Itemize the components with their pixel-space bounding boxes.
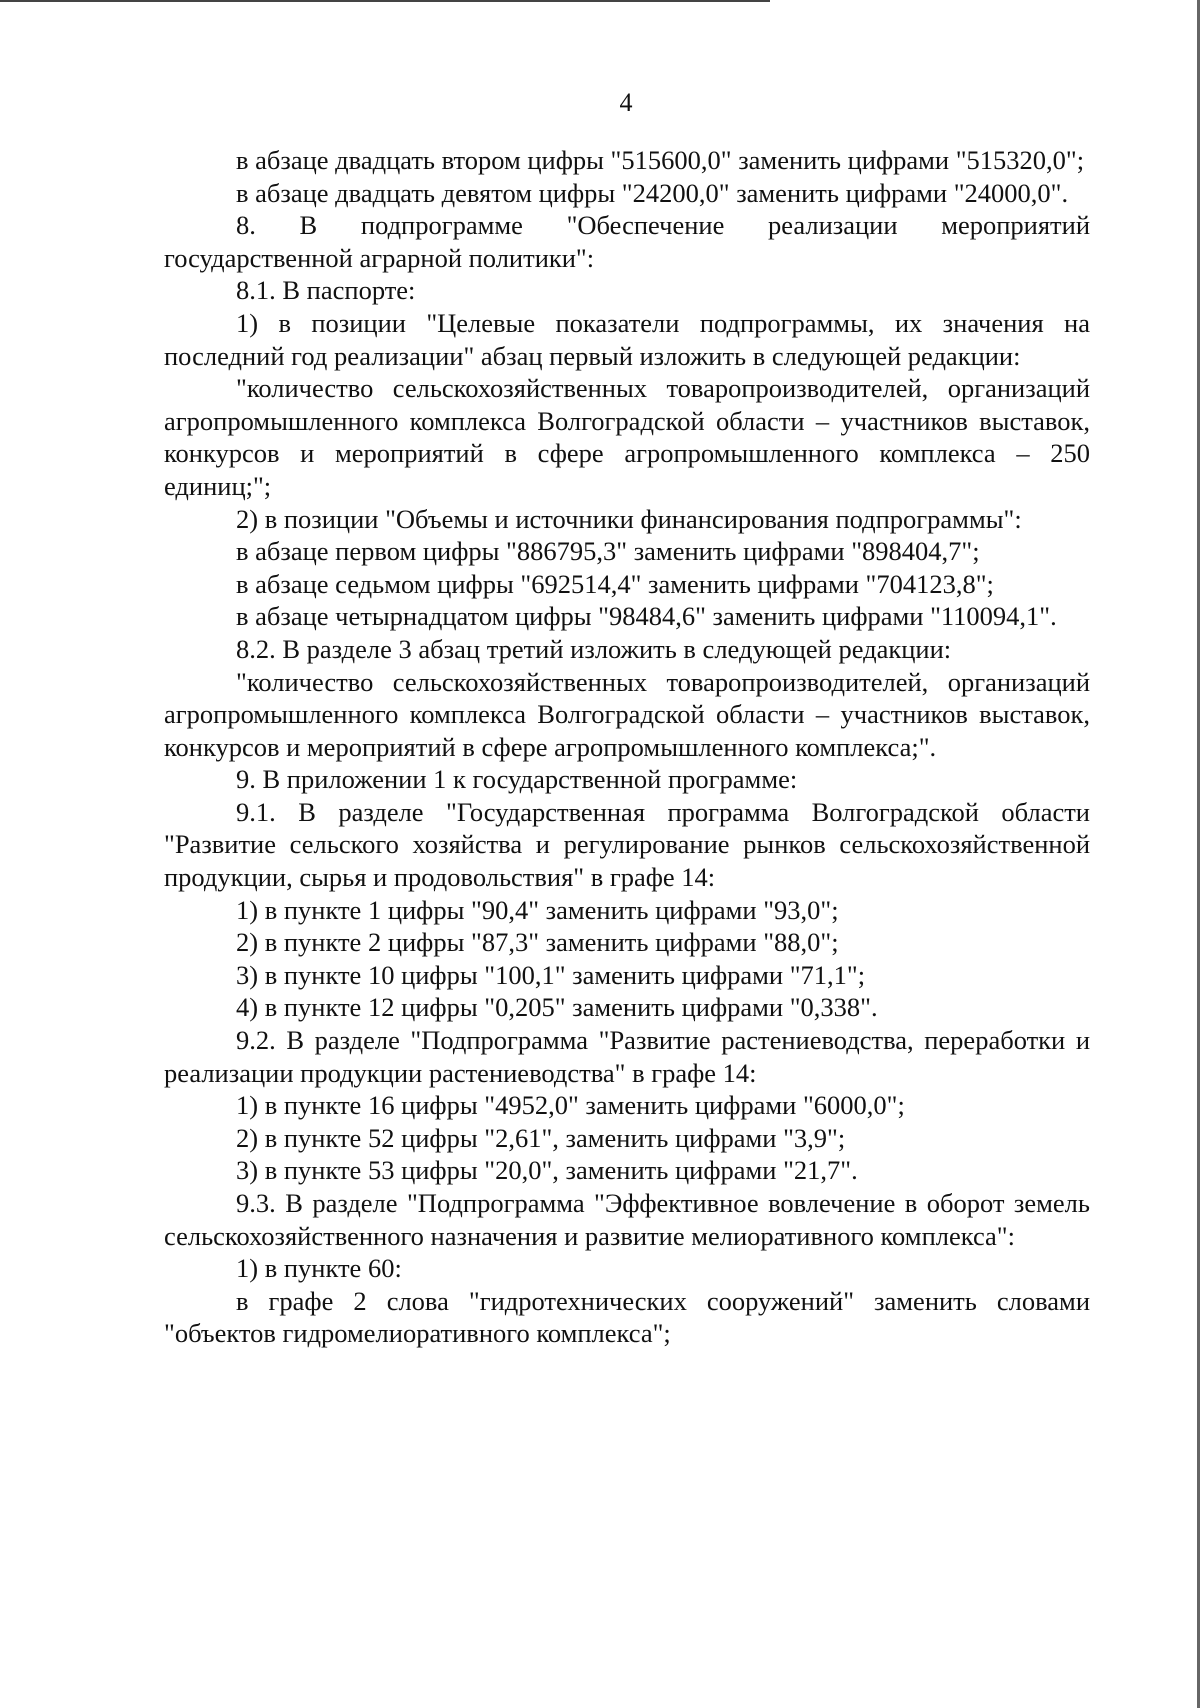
paragraph: 1) в пункте 1 цифры "90,4" заменить цифрами "93,0"; bbox=[236, 894, 839, 925]
paragraph: 9. В приложении 1 к государственной программе: bbox=[236, 764, 798, 795]
paragraph: в абзаце двадцать девятом цифры "24200,0" заменить цифрами "24000,0". bbox=[236, 177, 1069, 208]
paragraph: 1) в пункте 60: bbox=[236, 1253, 402, 1284]
paragraph: 3) в пункте 10 цифры "100,1" заменить цифрами "71,1"; bbox=[236, 959, 866, 990]
document-body bbox=[164, 144, 1090, 1350]
paragraph: 8. В подпрограмме "Обеспечение реализации мероприятий государственной аграрной политики": bbox=[164, 210, 1090, 273]
paragraph: "количество сельскохозяйственных товаропроизводителей, организаций агропромышленного комплекса Волгоградской области – участников выставок, конкурсов и мероприятий в сфере агропромышленного комплекса – 250 единиц;"; bbox=[164, 373, 1090, 501]
paragraph: в графе 2 слова "гидротехнических сооружений" заменить словами "объектов гидромелиоративного комплекса"; bbox=[164, 1285, 1090, 1349]
paragraph: 9.2. В разделе "Подпрограмма "Развитие растениеводства, переработки и реализации продукции растениеводства" в графе 14: bbox=[164, 1025, 1090, 1088]
paragraph: в абзаце седьмом цифры "692514,4" заменить цифрами "704123,8"; bbox=[236, 568, 994, 599]
paragraph: 1) в позиции "Целевые показатели подпрограммы, их значения на последний год реализации" абзац первый изложить в следующей редакции: bbox=[164, 307, 1090, 371]
paragraph: 1) в пункте 16 цифры "4952,0" заменить цифрами "6000,0"; bbox=[236, 1090, 905, 1121]
paragraph: в абзаце четырнадцатом цифры "98484,6" заменить цифрами "110094,1". bbox=[236, 601, 1057, 632]
paragraph: 3) в пункте 53 цифры "20,0", заменить цифрами "21,7". bbox=[236, 1155, 858, 1186]
paragraph: в абзаце первом цифры "886795,3" заменить цифрами "898404,7"; bbox=[236, 536, 980, 567]
paragraph: 8.2. В разделе 3 абзац третий изложить в следующей редакции: bbox=[236, 633, 952, 664]
paragraph: "количество сельскохозяйственных товаропроизводителей, организаций агропромышленного комплекса Волгоградской области – участников выставок, конкурсов и мероприятий в сфере агропромышленного комплекса;". bbox=[164, 666, 1090, 762]
paragraph: 2) в позиции "Объемы и источники финансирования подпрограммы": bbox=[236, 503, 1022, 534]
paragraph: 8.1. В паспорте: bbox=[236, 275, 416, 306]
paragraph: 2) в пункте 52 цифры "2,61", заменить цифрами "3,9"; bbox=[236, 1122, 846, 1153]
page-number: 4 bbox=[619, 88, 633, 117]
paragraph: в абзаце двадцать втором цифры "515600,0" заменить цифрами "515320,0"; bbox=[236, 145, 1085, 175]
scan-top-edge-line bbox=[0, 0, 770, 2]
paragraph: 9.1. В разделе "Государственная программа Волгоградской области "Развитие сельского хозяйства и регулирование рынков сельскохозяйственной продукции, сырья и продовольствия" в графе 14: bbox=[164, 796, 1090, 893]
paragraph: 4) в пункте 12 цифры "0,205" заменить цифрами "0,338". bbox=[236, 992, 878, 1023]
paragraph: 9.3. В разделе "Подпрограмма "Эффективное вовлечение в оборот земель сельскохозяйственного назначения и развитие мелиоративного комплекса": bbox=[164, 1188, 1090, 1251]
paragraph: 2) в пункте 2 цифры "87,3" заменить цифрами "88,0"; bbox=[236, 927, 839, 958]
